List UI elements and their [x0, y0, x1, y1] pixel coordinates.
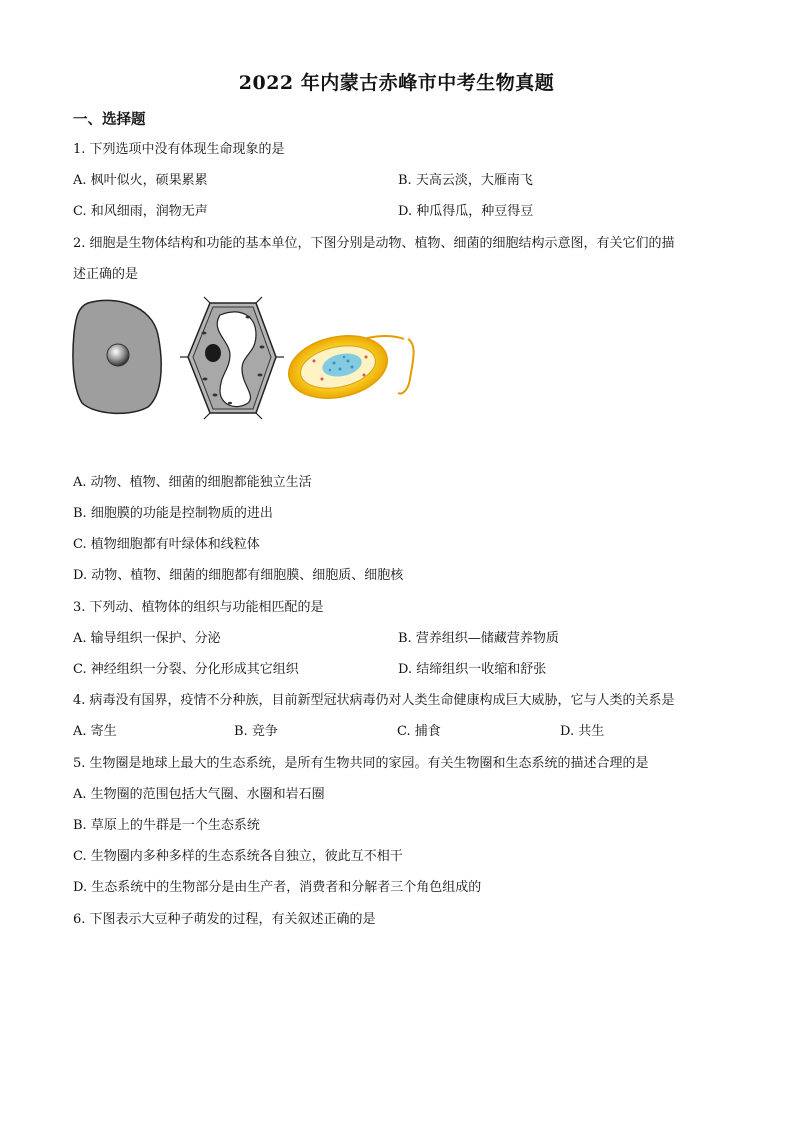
question-5-option-c: C. 生物圈内多种多样的生态系统各自独立，彼此互不相干 [73, 849, 403, 864]
question-1-option-a: A. 枫叶似火，硕果累累 [73, 173, 208, 188]
question-2-option-a: A. 动物、植物、细菌的细胞都能独立生活 [73, 475, 312, 490]
question-2-stem-line-1: 2. 细胞是生物体结构和功能的基本单位，下图分别是动物、植物、细菌的细胞结构示意图，有关它们的描 [73, 236, 675, 251]
question-3-option-a: A. 输导组织一保护、分泌 [73, 631, 221, 646]
question-4-option-b: B. 竞争 [234, 724, 278, 739]
question-3-option-c: C. 神经组织一分裂、分化形成其它组织 [73, 662, 299, 677]
question-4-option-d: D. 共生 [560, 724, 605, 739]
question-2-option-c: C. 植物细胞都有叶绿体和线粒体 [73, 537, 260, 552]
question-3-stem: 3. 下列动、植物体的组织与功能相匹配的是 [73, 600, 324, 615]
section-heading: 一、选择题 [73, 111, 146, 128]
question-6-stem: 6. 下图表示大豆种子萌发的过程，有关叙述正确的是 [73, 912, 376, 927]
question-1-option-d: D. 种瓜得瓜，种豆得豆 [398, 204, 534, 219]
question-1-stem: 1. 下列选项中没有体现生命现象的是 [73, 142, 285, 157]
animal-cell-diagram [73, 300, 161, 413]
cell-diagrams [70, 295, 430, 425]
question-4-option-a: A. 寄生 [73, 724, 117, 739]
plant-cell-diagram [180, 297, 284, 419]
question-2-option-b: B. 细胞膜的功能是控制物质的进出 [73, 506, 273, 521]
question-1-option-c: C. 和风细雨，润物无声 [73, 204, 208, 219]
question-1-option-b: B. 天高云淡，大雁南飞 [398, 173, 533, 188]
question-3-option-b: B. 营养组织—储藏营养物质 [398, 631, 559, 646]
question-2-stem-line-2: 述正确的是 [73, 267, 139, 282]
question-4-stem: 4. 病毒没有国界，疫情不分种族，目前新型冠状病毒仍对人类生命健康构成巨大威胁，它与人类的关系是 [73, 693, 675, 708]
question-5-option-b: B. 草原上的牛群是一个生态系统 [73, 818, 260, 833]
question-2-option-d: D. 动物、植物、细菌的细胞都有细胞膜、细胞质、细胞核 [73, 568, 404, 583]
question-5-option-d: D. 生态系统中的生物部分是由生产者，消费者和分解者三个角色组成的 [73, 880, 482, 895]
page-title: 2022 年内蒙古赤峰市中考生物真题 [238, 72, 555, 94]
bacterium-diagram [283, 327, 414, 406]
question-3-option-d: D. 结缔组织一收缩和舒张 [398, 662, 547, 677]
question-5-stem: 5. 生物圈是地球上最大的生态系统，是所有生物共同的家园。有关生物圈和生态系统的描述合理的是 [73, 756, 649, 771]
question-4-option-c: C. 捕食 [397, 724, 441, 739]
question-5-option-a: A. 生物圈的范围包括大气圈、水圈和岩石圈 [73, 787, 325, 802]
